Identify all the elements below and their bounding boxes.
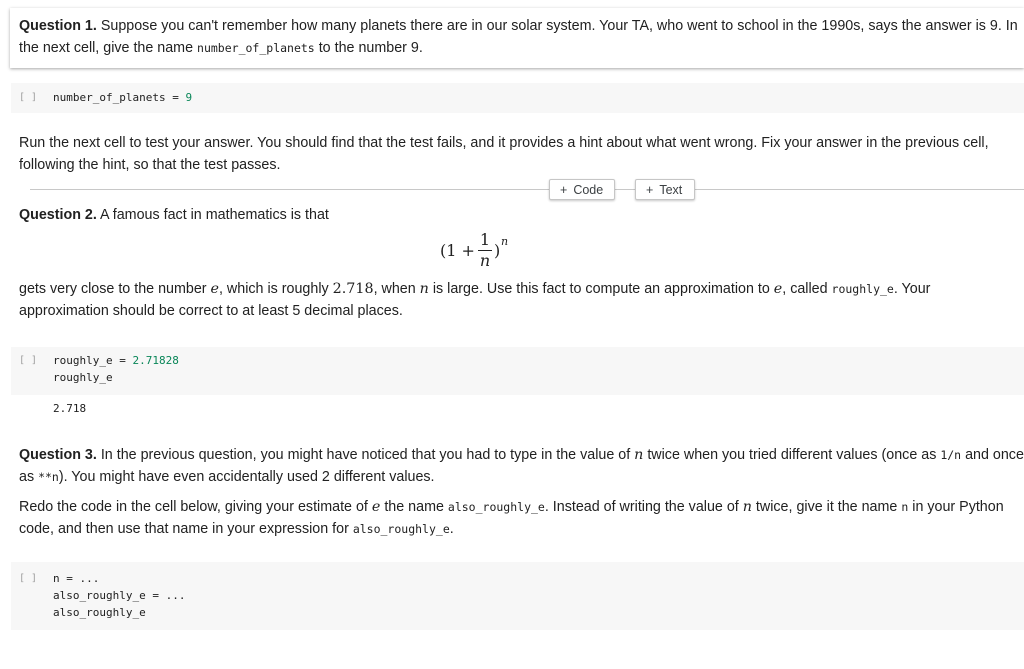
run-cell-button[interactable]: [ ]: [19, 92, 38, 103]
formula: (1 + 1 n ) n: [440, 230, 509, 270]
inline-code: 1/n: [940, 448, 962, 462]
run-cell-button[interactable]: [ ]: [19, 573, 38, 584]
plus-icon: +: [646, 183, 654, 197]
code-editor[interactable]: roughly_e = 2.71828 roughly_e: [53, 354, 179, 384]
question-1-label: Question 1.: [19, 18, 97, 34]
inline-code: roughly_e: [831, 282, 894, 296]
question-3-label: Question 3.: [19, 447, 97, 463]
code-cell-3[interactable]: [11, 562, 1024, 630]
run-cell-button[interactable]: [ ]: [19, 355, 38, 366]
question-2-label: Question 2.: [19, 207, 97, 223]
inline-code: **n: [38, 470, 59, 484]
cell-output: 2.718: [53, 402, 87, 415]
add-code-cell-button[interactable]: + Code: [549, 179, 615, 200]
inline-code: also_roughly_e: [447, 500, 545, 514]
question-3-text: Question 3. In the previous question, you might have noticed that you had to type in the value of n twice when you tried different values (once as 1/n and once as **n). You might have even accidentally used 2 different values. Redo the code in the cell below, giving your estimate of e the name also_roughly_e. Instead of writing the value of n twice, give it the name n in your Python code, and then use that name in your expression for also_roughly_e.: [19, 447, 1024, 537]
inline-code: n: [901, 500, 909, 514]
question-1-text: Question 1. Suppose you can't remember how many planets there are in our solar system. Your TA, who went to school in the 1990s, says the answer is 9. In the next cell, give the name number_of_planets to the number 9.: [19, 18, 1018, 56]
plus-icon: +: [560, 183, 568, 197]
cell-divider: [30, 189, 1024, 190]
code-editor[interactable]: n = ... also_roughly_e = ... also_roughly_e: [53, 572, 186, 619]
inline-code: also_roughly_e: [352, 522, 450, 536]
formula-fraction: 1 n: [479, 230, 491, 270]
code-cell-2[interactable]: [11, 347, 1024, 395]
question-2-intro: Question 2. A famous fact in mathematics is that: [19, 207, 329, 223]
hint-text: Run the next cell to test your answer. You should find that the test fails, and it provides a hint about what went wrong. Fix your answer in the previous cell, following the hint, so that the test passes.: [19, 135, 989, 173]
inline-code: number_of_planets: [197, 41, 315, 55]
add-text-cell-button[interactable]: + Text: [635, 179, 695, 200]
question-2-text: gets very close to the number e, which is roughly 2.718, when n is large. Use this fact to compute an approximation to e, called roughly_e. Your approximation should be correct to at least 5 decimal places.: [19, 281, 931, 319]
code-editor[interactable]: number_of_planets = 9: [53, 91, 193, 104]
code-cell-1[interactable]: [11, 83, 1024, 113]
